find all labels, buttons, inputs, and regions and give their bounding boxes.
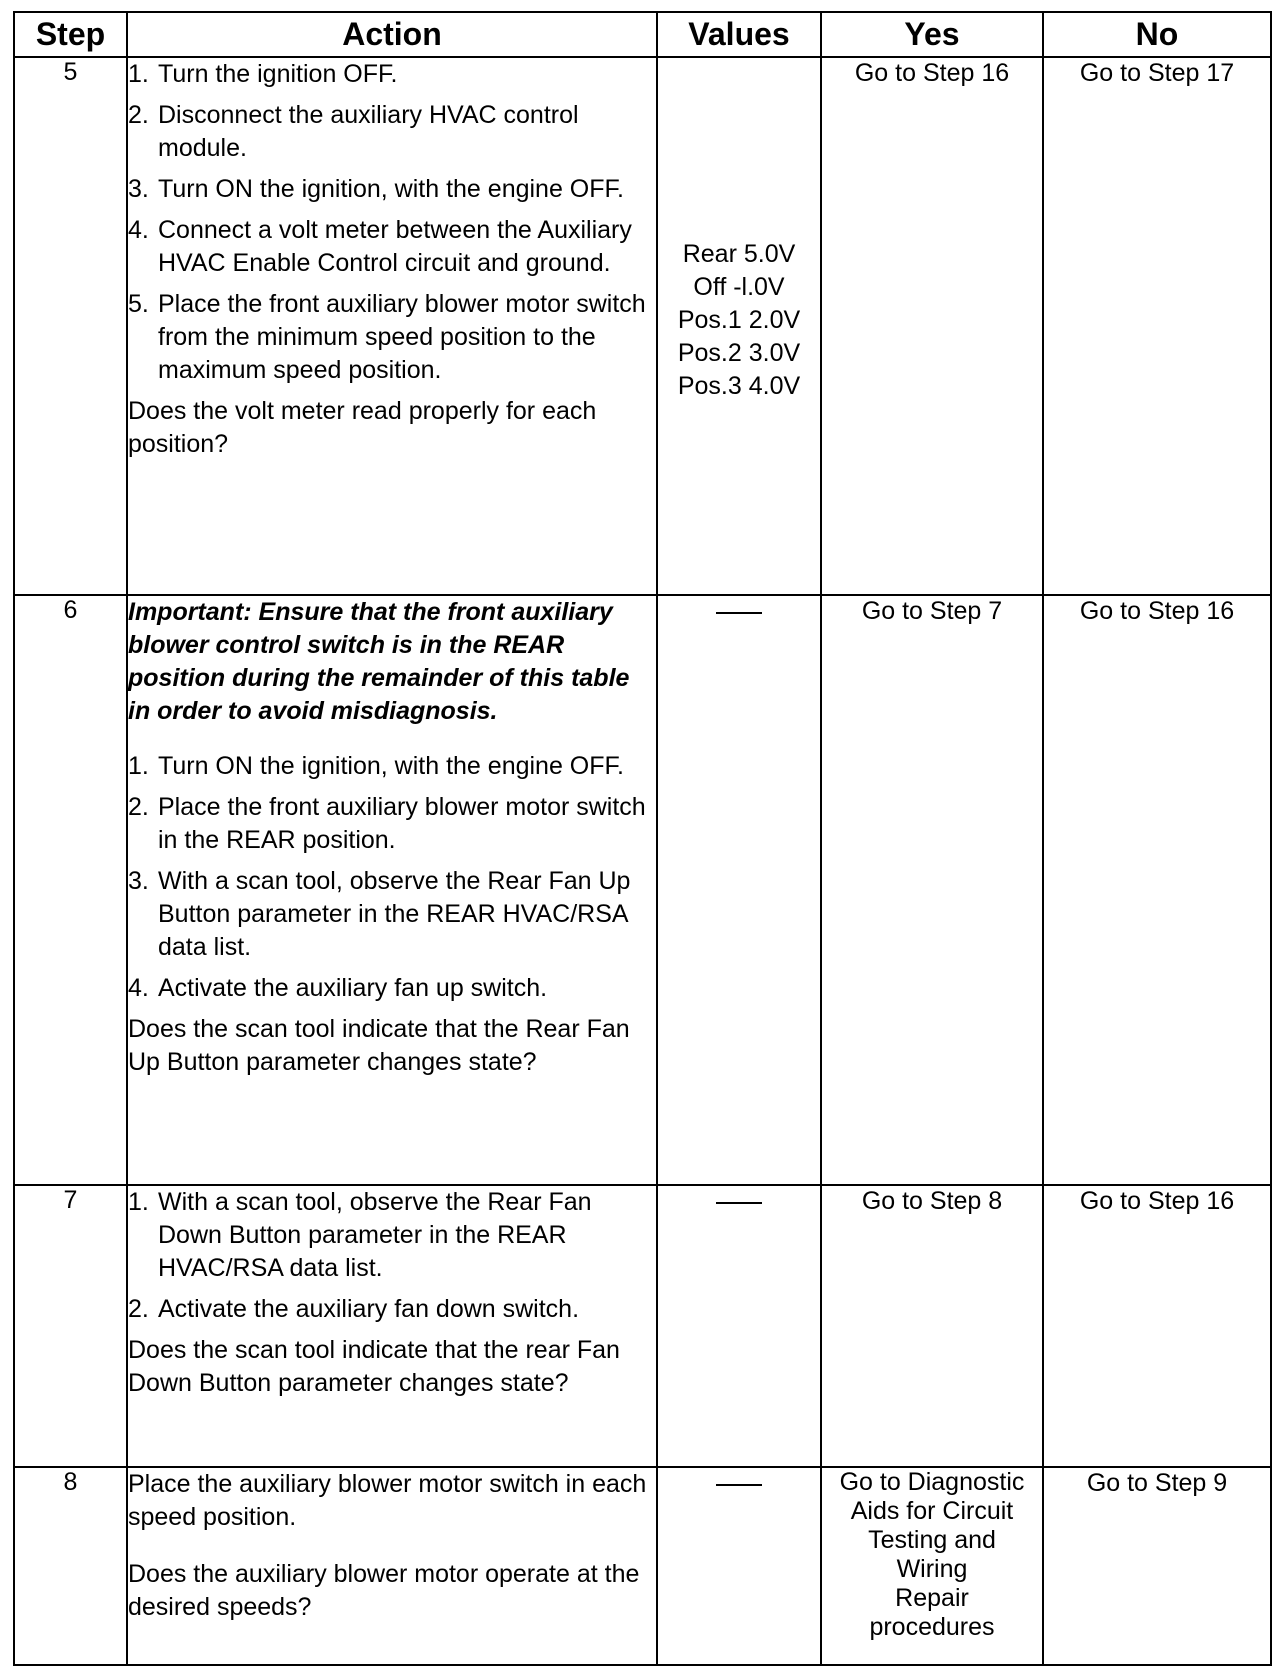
no-cell: Go to Step 17 — [1043, 57, 1271, 595]
action-instruction: Place the auxiliary blower motor switch in each speed position. — [128, 1470, 647, 1531]
action-cell — [127, 595, 657, 1185]
values-cell — [657, 1467, 821, 1665]
action-cell — [127, 1467, 657, 1665]
item-number: 3. — [128, 175, 149, 203]
item-text: With a scan tool, observe the Rear Fan Up Button parameter in the REAR HVAC/RSA data list. — [158, 867, 631, 961]
table-row-step-6 — [14, 595, 1271, 1185]
no-cell: Go to Step 16 — [1043, 595, 1271, 1185]
yes-cell: Go to Step 8 — [821, 1185, 1043, 1467]
item-number: 3. — [128, 867, 149, 895]
action-steps — [128, 750, 656, 1005]
item-text: Connect a volt meter between the Auxiliary HVAC Enable Control circuit and ground. — [158, 216, 632, 277]
item-text: Turn the ignition OFF. — [158, 60, 398, 88]
header-no: No — [1043, 12, 1271, 57]
action-item — [128, 865, 656, 964]
yes-line: Aids for Circuit — [850, 1497, 1014, 1525]
action-item — [128, 214, 656, 280]
item-number: 2. — [128, 1295, 149, 1323]
no-cell: Go to Step 9 — [1043, 1467, 1271, 1665]
step-number: 5 — [14, 57, 127, 595]
value-line: Pos.3 4.0V — [677, 372, 801, 400]
action-item — [128, 1293, 656, 1326]
yes-line: Testing and — [868, 1526, 996, 1554]
item-text: Turn ON the ignition, with the engine OFF. — [158, 752, 624, 780]
yes-line: procedures — [869, 1613, 995, 1641]
action-item — [128, 99, 656, 165]
item-text: Turn ON the ignition, with the engine OFF. — [158, 175, 624, 203]
action-question: Does the auxiliary blower motor operate at the desired speeds? — [128, 1560, 640, 1621]
yes-line: Go to Diagnostic — [839, 1468, 1025, 1496]
action-item — [128, 972, 656, 1005]
item-text: Disconnect the auxiliary HVAC control module. — [158, 101, 579, 162]
action-item — [128, 1186, 656, 1285]
action-cell — [127, 1185, 657, 1467]
action-steps — [128, 1186, 656, 1326]
yes-cell — [821, 1467, 1043, 1665]
important-note: Important: Ensure that the front auxiliary blower control switch is in the REAR position during the remainder of this table in order to avoid misdiagnosis. — [128, 598, 630, 725]
header-yes: Yes — [821, 12, 1043, 57]
header-action: Action — [127, 12, 657, 57]
dash-mark — [716, 1202, 762, 1204]
item-number: 1. — [128, 1188, 149, 1216]
action-item — [128, 58, 656, 91]
dash-mark — [716, 612, 762, 614]
item-number: 4. — [128, 974, 149, 1002]
action-question: Does the scan tool indicate that the rear Fan Down Button parameter changes state? — [128, 1336, 620, 1397]
header-values: Values — [657, 12, 821, 57]
yes-line: Repair — [895, 1584, 969, 1612]
action-item — [128, 173, 656, 206]
action-steps — [128, 58, 656, 387]
yes-cell: Go to Step 7 — [821, 595, 1043, 1185]
item-number: 2. — [128, 793, 149, 821]
item-text: Place the front auxiliary blower motor switch from the minimum speed position to the maximum speed position. — [158, 290, 646, 384]
no-cell: Go to Step 16 — [1043, 1185, 1271, 1467]
values-cell — [657, 57, 821, 595]
value-line: Pos.1 2.0V — [677, 306, 801, 334]
item-text: Activate the auxiliary fan down switch. — [158, 1295, 580, 1323]
diagnostic-table — [13, 11, 1272, 1666]
step-number: 7 — [14, 1185, 127, 1467]
yes-cell: Go to Step 16 — [821, 57, 1043, 595]
value-line: Rear 5.0V — [682, 240, 796, 268]
table-row-step-7 — [14, 1185, 1271, 1467]
item-number: 2. — [128, 101, 149, 129]
action-item — [128, 750, 656, 783]
item-number: 4. — [128, 216, 149, 244]
item-text: With a scan tool, observe the Rear Fan Down Button parameter in the REAR HVAC/RSA data list. — [158, 1188, 592, 1282]
table-row-step-8 — [14, 1467, 1271, 1665]
item-number: 1. — [128, 60, 149, 88]
step-number: 6 — [14, 595, 127, 1185]
dash-mark — [716, 1484, 762, 1486]
value-line: Off -l.0V — [693, 273, 785, 301]
action-item — [128, 288, 656, 387]
values-cell — [657, 1185, 821, 1467]
item-text: Place the front auxiliary blower motor switch in the REAR position. — [158, 793, 646, 854]
item-text: Activate the auxiliary fan up switch. — [158, 974, 548, 1002]
step-number: 8 — [14, 1467, 127, 1665]
yes-line: Wiring — [896, 1555, 968, 1583]
action-question: Does the volt meter read properly for each position? — [128, 397, 597, 458]
action-cell — [127, 57, 657, 595]
action-item — [128, 791, 656, 857]
item-number: 1. — [128, 752, 149, 780]
header-step: Step — [14, 12, 127, 57]
values-cell — [657, 595, 821, 1185]
item-number: 5. — [128, 290, 149, 318]
table-row-step-5 — [14, 57, 1271, 595]
value-line: Pos.2 3.0V — [677, 339, 801, 367]
header-row — [14, 12, 1271, 57]
action-question: Does the scan tool indicate that the Rear Fan Up Button parameter changes state? — [128, 1015, 630, 1076]
